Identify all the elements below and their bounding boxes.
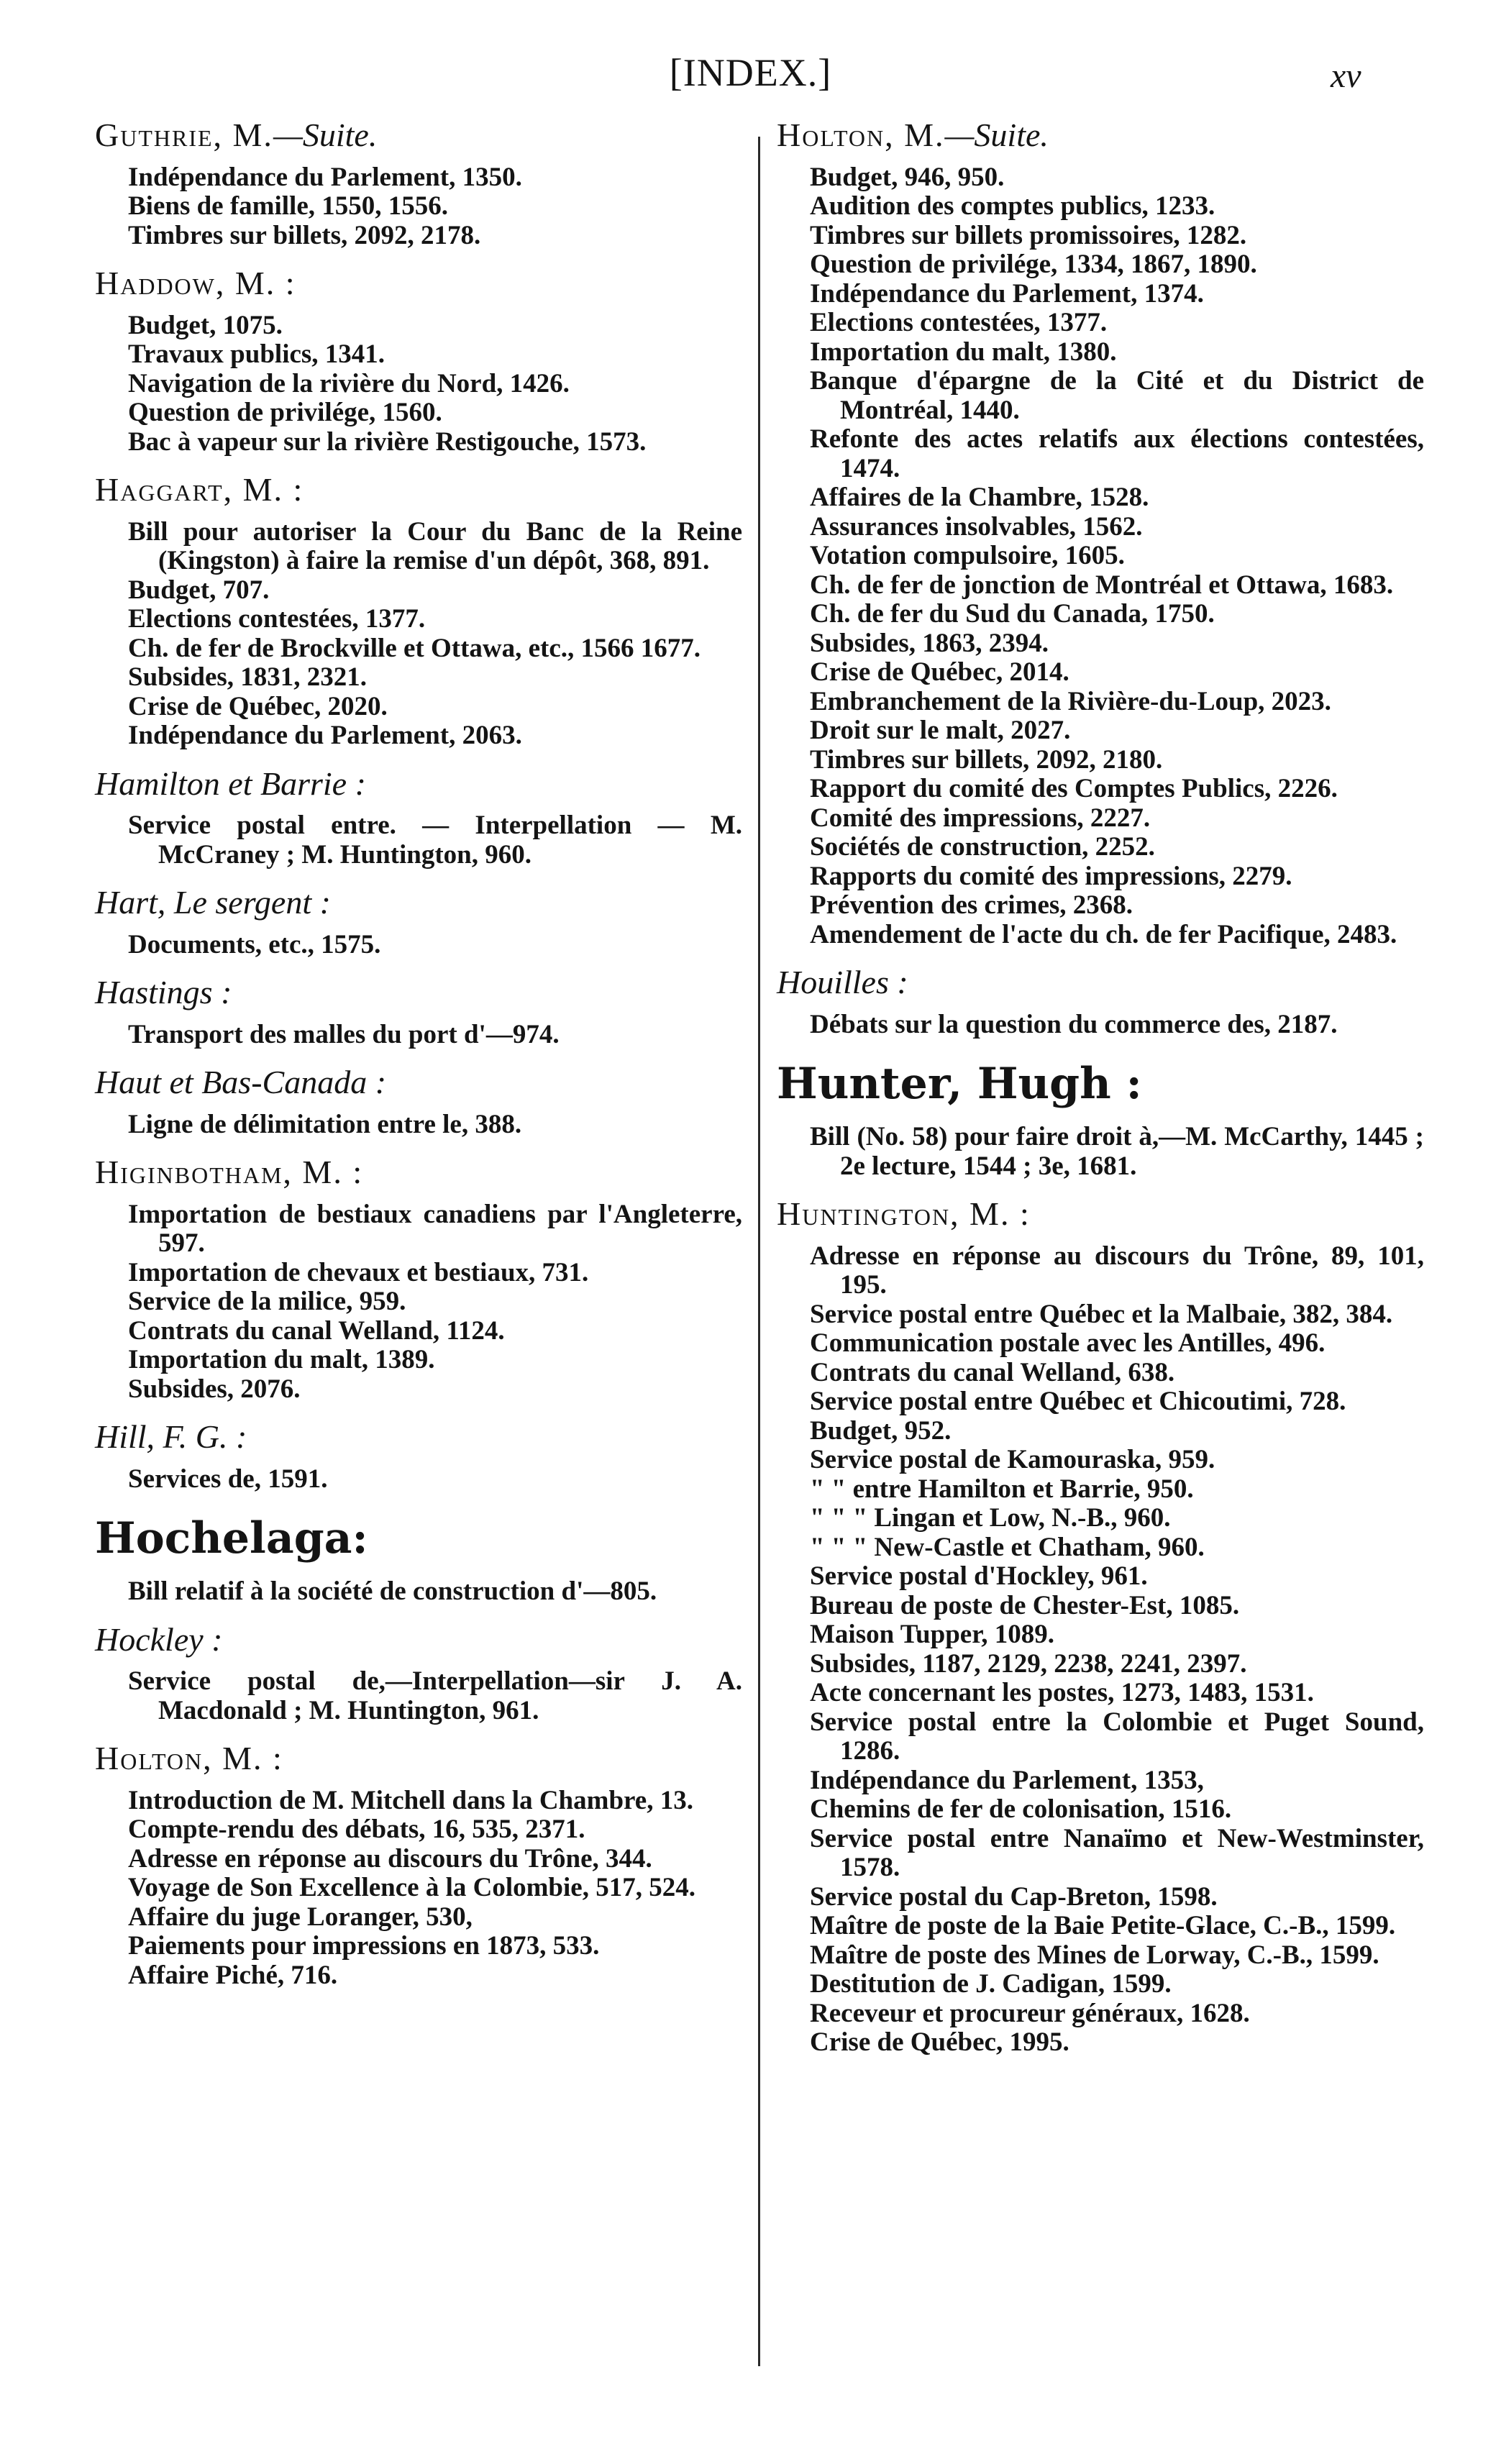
index-entry: Documents, etc., 1575. [128, 929, 381, 959]
index-entry: Indépendance du Parlement, 1353, [810, 1765, 1204, 1795]
index-entry-list [95, 311, 742, 457]
index-entry: Adresse en réponse au discours du Trône, 89, 101, 195. [810, 1241, 1424, 1300]
index-entry-list [95, 163, 742, 251]
index-entry: Bureau de poste de Chester-Est, 1085. [810, 1590, 1240, 1620]
index-entry: Contrats du canal Welland, 638. [810, 1357, 1175, 1387]
index-entry: Bill (No. 58) pour faire droit à,—M. McCarthy, 1445 ; 2e lecture, 1544 ; 3e, 1681. [810, 1122, 1424, 1181]
index-heading-name: Hill, F. G. : [95, 1418, 247, 1455]
index-entry: Importation du malt, 1380. [810, 337, 1117, 367]
index-entry: Rapports du comité des impressions, 2279. [810, 861, 1292, 891]
index-entry: Paiements pour impressions en 1873, 533. [128, 1931, 600, 1961]
index-entry: Introduction de M. Mitchell dans la Chambre, 13. [128, 1785, 693, 1815]
index-entry: Ch. de fer de Brockville et Ottawa, etc., 1566 1677. [128, 633, 701, 663]
index-section [777, 117, 1424, 949]
index-entry: Service postal entre Québec et la Malbaie, 382, 384. [810, 1299, 1393, 1329]
index-heading [777, 1195, 1424, 1232]
index-section [95, 1512, 742, 1607]
index-entry-list [95, 1787, 742, 1991]
index-entry: Indépendance du Parlement, 1350. [128, 162, 522, 192]
index-entry: Importation du malt, 1389. [128, 1345, 435, 1374]
index-section [95, 1154, 742, 1404]
index-section [95, 884, 742, 959]
index-heading-name: Higinbotham, M. : [95, 1154, 364, 1190]
index-entry: Voyage de Son Excellence à la Colombie, 517, 524. [128, 1873, 695, 1902]
index-heading-name: Hamilton et Barrie : [95, 765, 366, 802]
index-entry-list [95, 811, 742, 870]
index-entry: Timbres sur billets, 2092, 2178. [128, 220, 481, 250]
index-entry: Question de privilége, 1560. [128, 398, 442, 427]
index-entry: Biens de famille, 1550, 1556. [128, 191, 449, 221]
index-entry: Question de privilége, 1334, 1867, 1890. [810, 250, 1257, 279]
index-entry: " " " New-Castle et Chatham, 960. [810, 1532, 1205, 1562]
index-entry: Affaire Piché, 716. [128, 1960, 338, 1990]
index-entry: Service postal d'Hockley, 961. [810, 1561, 1148, 1591]
index-entry: Chemins de fer de colonisation, 1516. [810, 1794, 1232, 1824]
index-entry-list [95, 518, 742, 751]
index-heading-name: Hockley : [95, 1620, 223, 1658]
index-heading [95, 265, 742, 301]
index-entry: Assurances insolvables, 1562. [810, 511, 1143, 542]
index-heading [95, 884, 742, 921]
index-entry: Rapport du comité des Comptes Publics, 2226. [810, 774, 1338, 803]
index-heading [95, 974, 742, 1010]
index-entry: Budget, 707. [128, 575, 270, 605]
index-entry-list [95, 931, 742, 960]
index-entry: Service postal entre Nanaïmo et New-Westminster, 1578. [810, 1823, 1424, 1882]
index-section [95, 974, 742, 1049]
index-entry: Comité des impressions, 2227. [810, 803, 1151, 833]
index-entry: Budget, 946, 950. [810, 162, 1005, 192]
index-entry: Audition des comptes publics, 1233. [810, 191, 1215, 221]
index-entry: Votation compulsoire, 1605. [810, 541, 1125, 570]
index-entry: Banque d'épargne de la Cité et du District de Montréal, 1440. [810, 366, 1424, 425]
index-entry: Bac à vapeur sur la rivière Restigouche, 1573. [128, 426, 647, 457]
index-heading-name: Hunter, Hugh : [777, 1059, 1142, 1109]
index-entry: Subsides, 1187, 2129, 2238, 2241, 2397. [810, 1648, 1247, 1679]
index-heading-name: Haggart, M. : [95, 471, 304, 508]
index-section [777, 964, 1424, 1039]
index-entry: Service postal de Kamouraska, 959. [810, 1445, 1215, 1474]
index-entry: Ch. de fer du Sud du Canada, 1750. [810, 599, 1215, 629]
index-entry: Timbres sur billets, 2092, 2180. [810, 744, 1163, 775]
index-section [95, 265, 742, 457]
index-heading [777, 964, 1424, 1000]
index-entry: Ch. de fer de jonction de Montréal et Ottawa, 1683. [810, 570, 1394, 600]
index-heading [95, 1064, 742, 1100]
index-entry: Elections contestées, 1377. [128, 604, 426, 634]
index-entry-list [777, 1010, 1424, 1040]
index-entry: Importation de chevaux et bestiaux, 731. [128, 1257, 589, 1287]
index-entry: Receveur et procureur généraux, 1628. [810, 1998, 1250, 2028]
index-entry: Service postal du Cap-Breton, 1598. [810, 1881, 1218, 1912]
index-heading-name: Hart, Le sergent : [95, 884, 331, 921]
index-entry-list [95, 1465, 742, 1495]
index-entry: Destitution de J. Cadigan, 1599. [810, 1969, 1172, 1999]
index-entry: Budget, 1075. [128, 310, 283, 340]
index-entry: Crise de Québec, 2014. [810, 657, 1069, 687]
index-heading [95, 471, 742, 508]
index-entry: Crise de Québec, 2020. [128, 691, 388, 721]
index-entry: Droit sur le malt, 2027. [810, 716, 1071, 745]
index-entry: Acte concernant les postes, 1273, 1483, 1531. [810, 1678, 1314, 1707]
index-heading [95, 765, 742, 802]
index-entry: Contrats du canal Welland, 1124. [128, 1315, 505, 1346]
index-entry: Transport des malles du port d'—974. [128, 1019, 560, 1049]
index-entry: Elections contestées, 1377. [810, 308, 1108, 337]
index-heading-name: Haut et Bas-Canada : [95, 1064, 387, 1100]
index-entry-list [95, 1200, 742, 1405]
index-entry: Communication postale avec les Antilles, 496. [810, 1328, 1326, 1358]
index-entry: Refonte des actes relatifs aux élections contestées, 1474. [810, 424, 1424, 483]
index-section [95, 471, 742, 751]
index-entry: Bill pour autoriser la Cour du Banc de la Reine (Kingston) à faire la remise d'un dépôt, 368, 891. [128, 516, 742, 575]
index-column-right [777, 117, 1424, 2076]
index-heading [95, 117, 742, 153]
index-heading-name: Haddow, M. : [95, 265, 296, 301]
index-entry: Subsides, 1863, 2394. [810, 628, 1049, 658]
index-entry: Débats sur la question du commerce des, 2187. [810, 1009, 1338, 1039]
column-divider [758, 137, 760, 2366]
index-heading-name: Holton, M. : [95, 1740, 283, 1776]
index-entry: Services de, 1591. [128, 1464, 328, 1494]
index-entry: Crise de Québec, 1995. [810, 2027, 1069, 2057]
index-heading-name: Hochelaga: [95, 1513, 368, 1564]
index-entry: Subsides, 1831, 2321. [128, 662, 368, 692]
page-number: xv [1331, 57, 1361, 95]
index-entry: Service de la milice, 959. [128, 1287, 406, 1316]
index-section [95, 1064, 742, 1139]
index-entry: Compte-rendu des débats, 16, 535, 2371. [128, 1815, 585, 1844]
index-heading-name: Hastings : [95, 974, 232, 1010]
index-heading [95, 1418, 742, 1455]
index-section [95, 1740, 742, 1990]
index-entry-list [777, 163, 1424, 950]
index-heading-suffix: —Suite. [273, 117, 378, 153]
index-entry-list [95, 1577, 742, 1607]
index-column-left [95, 117, 742, 2009]
index-section [777, 1195, 1424, 2058]
index-entry-list [95, 1110, 742, 1140]
index-entry: Ligne de délimitation entre le, 388. [128, 1109, 522, 1139]
index-entry: Service postal entre. — Interpellation — M. McCraney ; M. Huntington, 960. [128, 811, 742, 870]
index-entry: Affaire du juge Loranger, 530, [128, 1902, 473, 1932]
index-entry: Service postal entre la Colombie et Puget Sound, 1286. [810, 1707, 1424, 1766]
index-section [95, 117, 742, 250]
index-entry: Service postal entre Québec et Chicoutimi, 728. [810, 1387, 1346, 1416]
index-heading-name: Houilles : [777, 964, 908, 1000]
index-entry: Navigation de la rivière du Nord, 1426. [128, 368, 570, 398]
index-entry-list [95, 1021, 742, 1050]
index-entry: Budget, 952. [810, 1415, 952, 1446]
index-entry: Subsides, 2076. [128, 1374, 301, 1404]
index-entry: Travaux publics, 1341. [128, 339, 385, 369]
index-heading-name: Holton, M. [777, 117, 945, 153]
index-section [95, 1418, 742, 1494]
index-entry: Embranchement de la Rivière-du-Loup, 2023. [810, 686, 1331, 716]
index-heading [95, 1740, 742, 1776]
index-entry: Amendement de l'acte du ch. de fer Pacifique, 2483. [810, 919, 1397, 949]
index-entry-list [777, 1242, 1424, 2058]
index-entry: Prévention des crimes, 2368. [810, 890, 1133, 920]
index-entry: Affaires de la Chambre, 1528. [810, 483, 1149, 512]
index-section [95, 1620, 742, 1726]
index-entry: Timbres sur billets promissoires, 1282. [810, 220, 1247, 250]
index-entry: Indépendance du Parlement, 1374. [810, 278, 1204, 309]
index-entry: Sociétés de construction, 2252. [810, 832, 1155, 862]
index-entry: Bill relatif à la société de construction d'—805. [128, 1576, 657, 1606]
index-entry: " " entre Hamilton et Barrie, 950. [810, 1474, 1194, 1504]
index-section [95, 765, 742, 870]
index-section [777, 1058, 1424, 1181]
index-heading-name: Guthrie, M. [95, 117, 273, 153]
index-heading [95, 1620, 742, 1658]
index-heading-name: Huntington, M. : [777, 1195, 1031, 1232]
index-heading [95, 1154, 742, 1190]
index-entry: Adresse en réponse au discours du Trône, 344. [128, 1843, 652, 1874]
index-entry: " " " Lingan et Low, N.-B., 960. [810, 1503, 1171, 1533]
index-heading-suffix: —Suite. [944, 117, 1049, 153]
index-heading [777, 117, 1424, 153]
index-heading [777, 1058, 1424, 1110]
index-entry: Service postal de,—Interpellation—sir J. A. Macdonald ; M. Huntington, 961. [128, 1666, 742, 1725]
index-entry: Importation de bestiaux canadiens par l'Angleterre, 597. [128, 1199, 742, 1258]
index-entry: Maître de poste des Mines de Lorway, C.-B., 1599. [810, 1940, 1379, 1970]
index-entry: Maison Tupper, 1089. [810, 1620, 1054, 1649]
index-entry-list [95, 1667, 742, 1725]
index-entry: Indépendance du Parlement, 2063. [128, 721, 522, 750]
index-entry-list [777, 1123, 1424, 1181]
index-heading [95, 1512, 742, 1564]
page-header-title: [INDEX.] [669, 51, 832, 94]
index-entry: Maître de poste de la Baie Petite-Glace, C.-B., 1599. [810, 1911, 1396, 1940]
